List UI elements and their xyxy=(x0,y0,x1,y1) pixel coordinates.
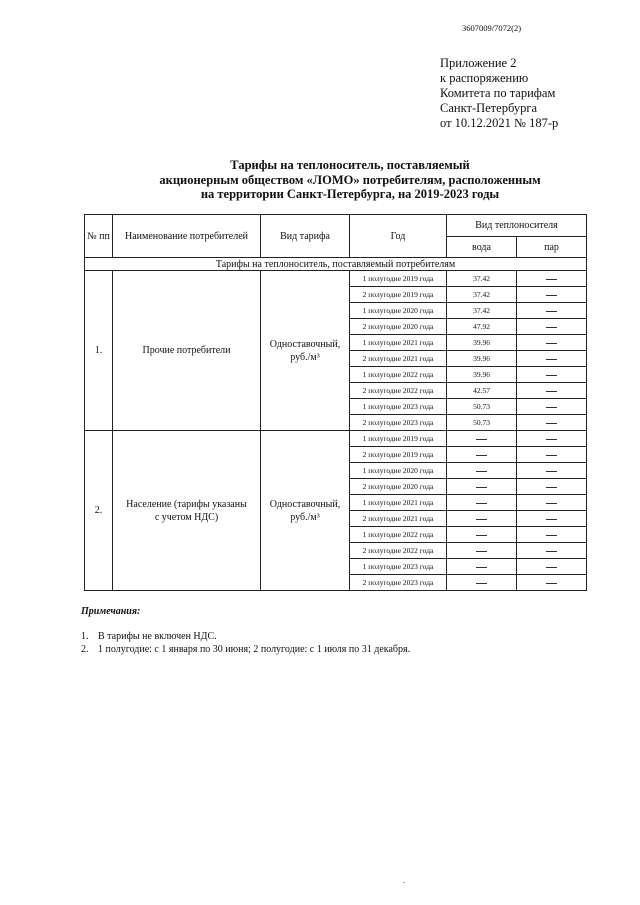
tariff-type xyxy=(261,271,350,431)
dash-icon xyxy=(476,583,487,584)
period-cell: 1 полугодие 2022 года xyxy=(350,367,447,383)
dash-icon xyxy=(546,519,557,520)
period-cell: 1 полугодие 2023 года xyxy=(350,559,447,575)
dash-icon xyxy=(546,295,557,296)
dash-icon xyxy=(476,487,487,488)
water-tariff-cell: 39.96 xyxy=(447,367,517,383)
dash-icon xyxy=(546,375,557,376)
note-item xyxy=(81,630,410,643)
water-tariff-cell xyxy=(447,527,517,543)
appendix-line: Комитета по тарифам xyxy=(440,86,556,100)
consumer-name: Прочие потребители xyxy=(113,271,261,431)
steam-tariff-cell xyxy=(517,399,587,415)
water-tariff-cell xyxy=(447,559,517,575)
steam-tariff-cell xyxy=(517,367,587,383)
steam-tariff-cell xyxy=(517,463,587,479)
notes-list xyxy=(81,630,410,656)
period-cell: 2 полугодие 2021 года xyxy=(350,511,447,527)
dash-icon xyxy=(476,535,487,536)
period-cell: 2 полугодие 2023 года xyxy=(350,415,447,431)
period-cell: 1 полугодие 2019 года xyxy=(350,431,447,447)
dash-icon xyxy=(546,583,557,584)
dash-icon xyxy=(476,567,487,568)
period-cell: 2 полугодие 2022 года xyxy=(350,383,447,399)
dash-icon xyxy=(546,359,557,360)
water-tariff-cell xyxy=(447,511,517,527)
consumer-name-line: с учетом НДС) xyxy=(154,511,219,523)
dash-icon xyxy=(546,343,557,344)
steam-tariff-cell xyxy=(517,303,587,319)
period-cell: 2 полугодие 2022 года xyxy=(350,543,447,559)
footer-mark: . xyxy=(403,876,405,885)
water-tariff-cell xyxy=(447,575,517,591)
water-tariff-cell: 37.42 xyxy=(447,271,517,287)
category-row: Тарифы на теплоноситель, поставляемый потребителям xyxy=(85,258,587,271)
tariff-type-line: Одноставочный, xyxy=(269,498,341,510)
period-cell: 1 полугодие 2023 года xyxy=(350,399,447,415)
period-cell: 2 полугодие 2020 года xyxy=(350,319,447,335)
steam-tariff-cell xyxy=(517,447,587,463)
dash-icon xyxy=(476,503,487,504)
note-text: 1 полугодие: с 1 января по 30 июня; 2 полугодие: с 1 июля по 31 декабря. xyxy=(98,644,411,655)
dash-icon xyxy=(546,487,557,488)
water-tariff-cell: 50.73 xyxy=(447,415,517,431)
dash-icon xyxy=(546,327,557,328)
period-cell: 1 полугодие 2021 года xyxy=(350,335,447,351)
tariff-type xyxy=(261,431,350,591)
consumer-name xyxy=(113,431,261,591)
water-tariff-cell: 39.96 xyxy=(447,335,517,351)
water-tariff-cell: 47.92 xyxy=(447,319,517,335)
steam-tariff-cell xyxy=(517,271,587,287)
period-cell: 1 полугодие 2019 года xyxy=(350,271,447,287)
tariff-type-line: Одноставочный, xyxy=(269,338,341,350)
water-tariff-cell xyxy=(447,431,517,447)
water-tariff-cell: 42.57 xyxy=(447,383,517,399)
document-title xyxy=(70,158,630,202)
dash-icon xyxy=(546,535,557,536)
header-num: № пп xyxy=(85,215,113,258)
header-year: Год xyxy=(350,215,447,258)
steam-tariff-cell xyxy=(517,287,587,303)
appendix-line: от 10.12.2021 № 187-р xyxy=(440,116,559,130)
appendix-line: к распоряжению xyxy=(440,71,529,85)
dash-icon xyxy=(546,471,557,472)
document-number: 3607009/7072(2) xyxy=(462,23,522,33)
note-text: В тарифы не включен НДС. xyxy=(98,631,217,642)
dash-icon xyxy=(546,455,557,456)
header-carrier: Вид теплоносителя xyxy=(447,215,587,237)
note-number: 2. xyxy=(81,644,89,655)
dash-icon xyxy=(546,279,557,280)
steam-tariff-cell xyxy=(517,559,587,575)
title-line: акционерным обществом «ЛОМО» потребителям, расположенным xyxy=(159,172,541,187)
period-cell: 1 полугодие 2021 года xyxy=(350,495,447,511)
table-row xyxy=(85,271,587,287)
dash-icon xyxy=(546,311,557,312)
header-steam: пар xyxy=(517,237,587,258)
period-cell: 2 полугодие 2019 года xyxy=(350,447,447,463)
dash-icon xyxy=(546,423,557,424)
title-line: Тарифы на теплоноситель, поставляемый xyxy=(230,158,470,172)
dash-icon xyxy=(546,407,557,408)
steam-tariff-cell xyxy=(517,351,587,367)
water-tariff-cell: 37.42 xyxy=(447,303,517,319)
tariff-table xyxy=(84,214,587,591)
tariff-type-unit: руб./м³ xyxy=(290,351,320,363)
note-item xyxy=(81,643,410,656)
period-cell: 2 полугодие 2021 года xyxy=(350,351,447,367)
steam-tariff-cell xyxy=(517,575,587,591)
steam-tariff-cell xyxy=(517,383,587,399)
consumer-name-line: Население (тарифы указаны xyxy=(126,498,247,510)
tariff-type-unit: руб./м³ xyxy=(290,511,320,523)
dash-icon xyxy=(546,391,557,392)
table-row xyxy=(85,431,587,447)
dash-icon xyxy=(476,471,487,472)
dash-icon xyxy=(546,503,557,504)
water-tariff-cell xyxy=(447,495,517,511)
dash-icon xyxy=(546,567,557,568)
steam-tariff-cell xyxy=(517,431,587,447)
header-consumer: Наименование потребителей xyxy=(113,215,261,258)
period-cell: 1 полугодие 2020 года xyxy=(350,463,447,479)
title-line: на территории Санкт-Петербурга, на 2019-2023 годы xyxy=(200,187,500,201)
period-cell: 2 полугодие 2020 года xyxy=(350,479,447,495)
header-tariff-type: Вид тарифа xyxy=(261,215,350,258)
steam-tariff-cell xyxy=(517,527,587,543)
steam-tariff-cell xyxy=(517,495,587,511)
period-cell: 2 полугодие 2023 года xyxy=(350,575,447,591)
water-tariff-cell: 50.73 xyxy=(447,399,517,415)
header-water: вода xyxy=(447,237,517,258)
note-number: 1. xyxy=(81,631,89,642)
steam-tariff-cell xyxy=(517,511,587,527)
period-cell: 1 полугодие 2022 года xyxy=(350,527,447,543)
dash-icon xyxy=(546,551,557,552)
water-tariff-cell: 37.42 xyxy=(447,287,517,303)
water-tariff-cell xyxy=(447,543,517,559)
appendix-line: Приложение 2 xyxy=(440,56,517,70)
period-cell: 1 полугодие 2020 года xyxy=(350,303,447,319)
notes-title: Примечания: xyxy=(81,606,141,617)
water-tariff-cell xyxy=(447,479,517,495)
appendix-header xyxy=(440,56,558,131)
steam-tariff-cell xyxy=(517,335,587,351)
steam-tariff-cell xyxy=(517,479,587,495)
row-number: 2. xyxy=(85,431,113,591)
water-tariff-cell: 39.96 xyxy=(447,351,517,367)
appendix-line: Санкт-Петербурга xyxy=(440,101,538,115)
steam-tariff-cell xyxy=(517,415,587,431)
dash-icon xyxy=(476,455,487,456)
dash-icon xyxy=(476,551,487,552)
dash-icon xyxy=(546,439,557,440)
dash-icon xyxy=(476,439,487,440)
period-cell: 2 полугодие 2019 года xyxy=(350,287,447,303)
steam-tariff-cell xyxy=(517,319,587,335)
water-tariff-cell xyxy=(447,463,517,479)
row-number: 1. xyxy=(85,271,113,431)
steam-tariff-cell xyxy=(517,543,587,559)
dash-icon xyxy=(476,519,487,520)
water-tariff-cell xyxy=(447,447,517,463)
